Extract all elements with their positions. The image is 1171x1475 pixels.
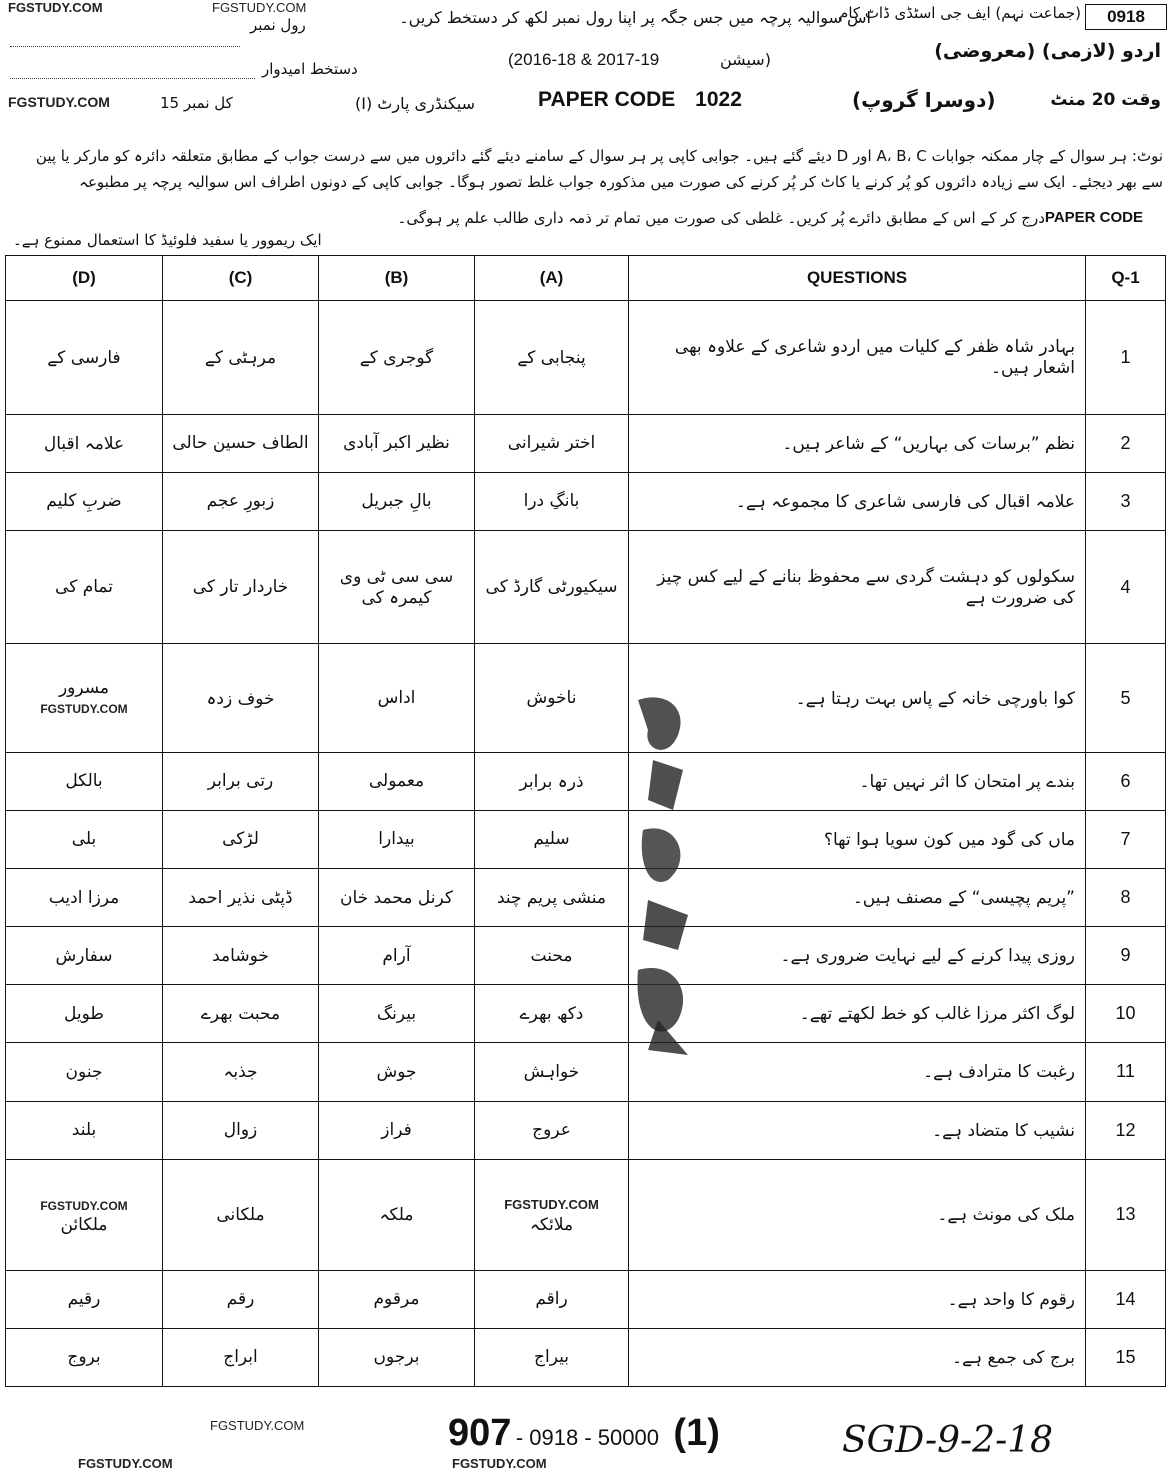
total-marks: کل نمبر 15 [160, 94, 233, 112]
option-d: بروج [6, 1328, 163, 1386]
option-c: رتی برابر [163, 752, 319, 810]
question-text: علامہ اقبال کی فارسی شاعری کا مجموعہ ہے۔ [629, 472, 1086, 530]
question-text: ”پریم پچیسی“ کے مصنف ہیں۔ [629, 869, 1086, 927]
option-c: مرہٹی کے [163, 301, 319, 415]
option-d: ضربِ کلیم [6, 472, 163, 530]
option-b: نظیر اکبر آبادی [319, 414, 475, 472]
option-d: بالکل [6, 752, 163, 810]
option-c: الطاف حسین حالی [163, 414, 319, 472]
option-b: جوش [319, 1043, 475, 1101]
option-d: علامہ اقبال [6, 414, 163, 472]
option-a: بیراج [475, 1328, 629, 1386]
option-a: محنت [475, 927, 629, 985]
note-line-3: درج کر کے اس کے مطابق دائرے پُر کریں۔ غلطی کی صورت میں تمام تر ذمہ داری طالب علم پر ہوگی۔ [397, 209, 1045, 227]
question-number: 10 [1086, 985, 1166, 1043]
option-c: زبورِ عجم [163, 472, 319, 530]
option-c: رقم [163, 1270, 319, 1328]
option-d: تمام کی [6, 530, 163, 644]
watermark-bottom-1: FGSTUDY.COM [210, 1418, 305, 1433]
option-d: طویل [6, 985, 163, 1043]
table-row [6, 1270, 1166, 1328]
option-b: برجوں [319, 1328, 475, 1386]
option-c: لڑکی [163, 810, 319, 868]
question-number: 3 [1086, 472, 1166, 530]
header-questions: QUESTIONS [629, 256, 1086, 301]
watermark-top-left: FGSTUDY.COM [8, 0, 103, 15]
candidate-signature-label: دستخط امیدوار [262, 60, 358, 78]
option-a: دکھ بھرے [475, 985, 629, 1043]
question-text: رقوم کا واحد ہے۔ [629, 1270, 1086, 1328]
option-a: بانگِ درا [475, 472, 629, 530]
table-row [6, 1159, 1166, 1270]
question-number: 14 [1086, 1270, 1166, 1328]
option-b: معمولی [319, 752, 475, 810]
option-a: ذرہ برابر [475, 752, 629, 810]
option-d: بلند [6, 1101, 163, 1159]
option-d [6, 1159, 163, 1270]
footer-code-rest: - 0918 - 50000 [515, 1425, 659, 1450]
code-box-value: 0918 [1107, 7, 1145, 26]
option-d: مرزا ادیب [6, 869, 163, 927]
table-row [6, 1101, 1166, 1159]
session-label: (سیشن [720, 50, 771, 69]
option-b: بیرنگ [319, 985, 475, 1043]
header-option-c: (C) [163, 256, 319, 301]
time-allowed: وقت 20 منٹ [1050, 90, 1161, 110]
option-a: پنجابی کے [475, 301, 629, 415]
question-text: برج کی جمع ہے۔ [629, 1328, 1086, 1386]
option-b: بیدارا [319, 810, 475, 868]
option-a: ناخوش [475, 644, 629, 752]
option-c: ملکانی [163, 1159, 319, 1270]
question-number: 11 [1086, 1043, 1166, 1101]
code-box [1085, 4, 1167, 30]
question-number: 5 [1086, 644, 1166, 752]
option-d: بلی [6, 810, 163, 868]
option-c: ابراج [163, 1328, 319, 1386]
option-a: اختر شیرانی [475, 414, 629, 472]
question-number: 2 [1086, 414, 1166, 472]
option-b: ملکہ [319, 1159, 475, 1270]
table-row [6, 414, 1166, 472]
option-d-text: ملکائن [60, 1214, 108, 1235]
option-c: جذبہ [163, 1043, 319, 1101]
class-line: (جماعت نہم) ایف جی اسٹڈی ڈاٹ کام [839, 4, 1081, 22]
question-text: ماں کی گود میں کون سویا ہوا تھا؟ [629, 810, 1086, 868]
table-row [6, 927, 1166, 985]
roll-number-line [10, 46, 240, 47]
question-number: 7 [1086, 810, 1166, 868]
question-text: نشیب کا متضاد ہے۔ [629, 1101, 1086, 1159]
table-header-row [6, 256, 1166, 301]
option-d-text: مسرور [58, 678, 110, 699]
option-c: خوف زدہ [163, 644, 319, 752]
option-b: آرام [319, 927, 475, 985]
option-a: منشی پریم چند [475, 869, 629, 927]
question-text: ملک کی مونث ہے۔ [629, 1159, 1086, 1270]
header-option-a: (A) [475, 256, 629, 301]
question-text: بہادر شاہ ظفر کے کلیات میں اردو شاعری کے علاوہ بھی اشعار ہیں۔ [629, 301, 1086, 415]
option-c: زوال [163, 1101, 319, 1159]
table-row [6, 472, 1166, 530]
note-line-2: سے بھر دیجئے۔ ایک سے زیادہ دائروں کو پُر کرنے یا کاٹ کر پُر کرنے کی صورت میں مذکورہ جواب غلط تصور ہوگا۔ جوابی کاپی کے دونوں اطراف اس سوالیہ پرچہ پر مطبوعہ [79, 173, 1163, 191]
option-a: راقم [475, 1270, 629, 1328]
note-line-3-wrap [13, 206, 1163, 230]
watermark-row13-a: FGSTUDY.COM [504, 1197, 599, 1213]
question-text: سکولوں کو دہشت گردی سے محفوظ بنانے کے لیے کس چیز کی ضرورت ہے [629, 530, 1086, 644]
subject: اردو (لازمی) (معروضی) [934, 40, 1161, 62]
session-years: (2016-18 & 2017-19 [508, 50, 660, 69]
table-row [6, 810, 1166, 868]
roll-number-label: رول نمبر [250, 16, 306, 34]
option-c: محبت بھرے [163, 985, 319, 1043]
question-number: 1 [1086, 301, 1166, 415]
option-a: سلیم [475, 810, 629, 868]
footer-code-big: 907 [448, 1412, 512, 1454]
question-number: 4 [1086, 530, 1166, 644]
footer-code [448, 1412, 720, 1455]
question-number: 8 [1086, 869, 1166, 927]
question-number: 9 [1086, 927, 1166, 985]
note-line-1: نوٹ: ہر سوال کے چار ممکنہ جوابات A، B، C اور D دیئے گئے ہیں۔ جوابی کاپی پر ہر سوال کے سامنے دیئے گئے دائروں میں سے درست جواب کے مطابق متعلقہ دائرہ کو مارکر یا پین [35, 147, 1163, 165]
question-text: نظم ”برسات کی بہاریں“ کے شاعر ہیں۔ [629, 414, 1086, 472]
table-row [6, 869, 1166, 927]
option-a: سیکیورٹی گارڈ کی [475, 530, 629, 644]
option-b: اداس [319, 644, 475, 752]
option-b: مرقوم [319, 1270, 475, 1328]
watermark-bottom-2: FGSTUDY.COM [78, 1456, 173, 1471]
question-number: 6 [1086, 752, 1166, 810]
option-d: فارسی کے [6, 301, 163, 415]
question-text: بندے پر امتحان کا اثر نہیں تھا۔ [629, 752, 1086, 810]
table-row [6, 1043, 1166, 1101]
handwritten-note: SGD-9-2-18 [842, 1420, 1054, 1461]
header-q-number: Q-1 [1086, 256, 1166, 301]
option-a: خواہش [475, 1043, 629, 1101]
question-number: 12 [1086, 1101, 1166, 1159]
paper-code-number: 1022 [695, 88, 742, 111]
header-option-d: (D) [6, 256, 163, 301]
question-text: روزی پیدا کرنے کے لیے نہایت ضروری ہے۔ [629, 927, 1086, 985]
table-row [6, 644, 1166, 752]
table-row [6, 301, 1166, 415]
option-a: عروج [475, 1101, 629, 1159]
header-option-b: (B) [319, 256, 475, 301]
paper-code-title [538, 88, 742, 112]
note-paper-code: PAPER CODE [1044, 209, 1143, 226]
roll-instruction: اس سوالیہ پرچہ میں جس جگہ پر اپنا رول نمبر لکھ کر دستخط کریں۔ [399, 8, 871, 27]
option-d: سفارش [6, 927, 163, 985]
option-b: بالِ جبریل [319, 472, 475, 530]
option-d: رقیم [6, 1270, 163, 1328]
option-b: فراز [319, 1101, 475, 1159]
option-c: ڈپٹی نذیر احمد [163, 869, 319, 927]
table-row [6, 530, 1166, 644]
option-c: خاردار تار کی [163, 530, 319, 644]
stamp-mark [628, 690, 698, 1060]
option-b: سی سی ٹی وی کیمرہ کی [319, 530, 475, 644]
option-a-text: ملائکہ [529, 1215, 574, 1236]
questions-table [5, 255, 1166, 1387]
note-line-4: ایک ریموور یا سفید فلوئیڈ کا استعمال ممنوع ہے۔ [13, 231, 322, 249]
table-row [6, 752, 1166, 810]
table-row [6, 1328, 1166, 1386]
question-text: کوا باورچی خانہ کے پاس بہت رہتا ہے۔ [629, 644, 1086, 752]
option-b: گوجری کے [319, 301, 475, 415]
footer-set: (1) [673, 1412, 720, 1454]
watermark-row5: FGSTUDY.COM [40, 702, 128, 717]
option-d [6, 644, 163, 752]
question-number: 15 [1086, 1328, 1166, 1386]
table-row [6, 985, 1166, 1043]
question-text: رغبت کا مترادف ہے۔ [629, 1043, 1086, 1101]
watermark-bottom-3: FGSTUDY.COM [452, 1456, 547, 1471]
signature-line [10, 78, 255, 79]
question-number: 13 [1086, 1159, 1166, 1270]
option-b: کرنل محمد خان [319, 869, 475, 927]
part-label: سیکنڈری پارٹ (I) [355, 94, 476, 113]
watermark-top-left-2: FGSTUDY.COM [212, 0, 307, 15]
option-a [475, 1159, 629, 1270]
option-d: جنون [6, 1043, 163, 1101]
question-text: لوگ اکثر مرزا غالب کو خط لکھتے تھے۔ [629, 985, 1086, 1043]
watermark-row13: FGSTUDY.COM [40, 1198, 128, 1213]
paper-code-label: PAPER CODE [538, 88, 676, 111]
option-c: خوشامد [163, 927, 319, 985]
watermark-paper-code: FGSTUDY.COM [8, 94, 110, 110]
group: (دوسرا گروپ) [852, 88, 996, 112]
